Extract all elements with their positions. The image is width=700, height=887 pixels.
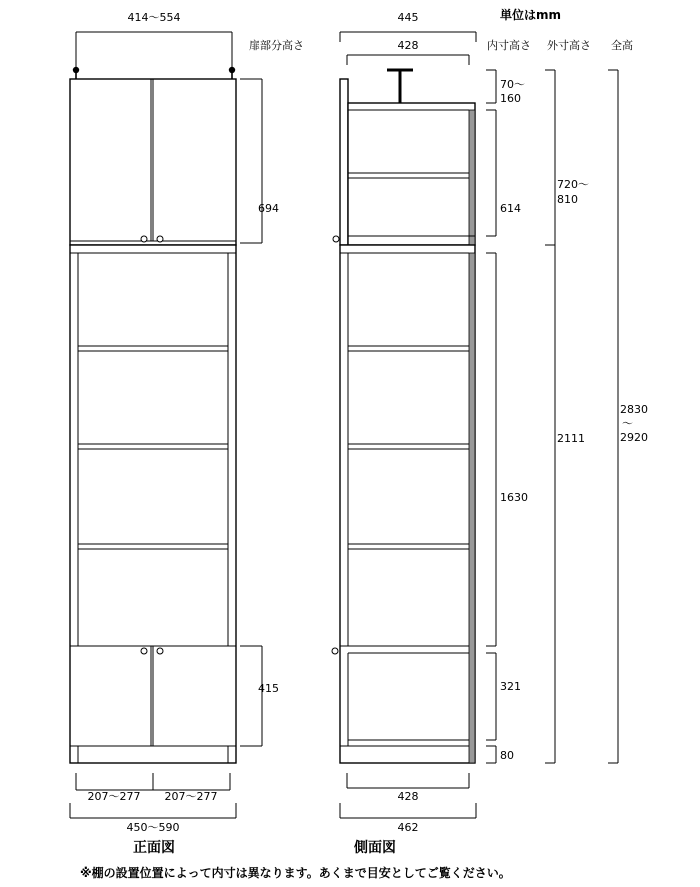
upper-door-height-label: 694 <box>258 202 279 215</box>
front-bottom-width-label: 450～590 <box>126 821 180 834</box>
side-top-width-label: 445 <box>397 11 419 24</box>
adjuster-range-label-a: 70～ <box>500 78 525 91</box>
door-width-right-label: 207～277 <box>164 790 218 803</box>
lower-door-knob-left <box>141 648 147 654</box>
lower-outer-height-label: 2111 <box>557 432 585 445</box>
front-bottom-width-dimensions <box>70 773 236 834</box>
unit-label: 単位はmm <box>500 8 562 22</box>
footnote: ※棚の設置位置によって内寸は異なります。あくまで目安としてご覧ください。 <box>80 866 511 880</box>
front-ceiling-adjusters <box>73 67 235 79</box>
door-width-left-label: 207～277 <box>87 790 141 803</box>
inner-height-header: 内寸高さ <box>487 39 531 52</box>
total-height-label-a: 2830 <box>620 403 648 416</box>
front-top-width-dimension <box>76 11 232 70</box>
side-inner-height-dimensions <box>486 70 528 763</box>
lower-door-height-label: 415 <box>258 682 279 695</box>
side-inner-width-top-label: 428 <box>397 39 419 52</box>
side-view-title: 側面図 <box>354 840 396 856</box>
side-top-width-dimensions <box>340 11 476 65</box>
upper-inner-height-label: 614 <box>500 202 521 215</box>
bottom-compartment-label: 321 <box>500 680 521 693</box>
side-inner-width-bottom-label: 428 <box>397 790 419 803</box>
side-view <box>332 11 648 856</box>
door-height-header: 扉部分高さ <box>249 39 304 52</box>
upper-door-knob-right <box>157 236 163 242</box>
side-bottom-width-dimensions <box>340 773 476 834</box>
base-height-label: 80 <box>500 749 514 762</box>
front-view <box>70 11 279 856</box>
total-height-label-b: ～ <box>622 417 633 430</box>
lower-door-knob-right <box>157 648 163 654</box>
total-height-label-c: 2920 <box>620 431 648 444</box>
upper-outer-height-label-b: 810 <box>557 193 578 206</box>
upper-door-knob-left <box>141 236 147 242</box>
side-total-height-dimension <box>608 70 648 763</box>
side-outer-height-dimensions <box>545 70 589 763</box>
side-outer-width-bottom-label: 462 <box>397 821 419 834</box>
side-ceiling-adjuster <box>387 70 413 103</box>
side-upper-knob <box>333 236 339 242</box>
front-view-title: 正面図 <box>133 840 175 856</box>
front-upper-cabinet <box>70 79 236 245</box>
front-lower-body <box>70 245 236 763</box>
outer-height-header: 外寸高さ <box>547 39 591 52</box>
total-height-header: 全高 <box>611 39 633 52</box>
side-lower-knob <box>332 648 338 654</box>
lower-inner-height-label: 1630 <box>500 491 528 504</box>
front-door-height-dimensions <box>240 79 279 746</box>
adjuster-range-label-b: 160 <box>500 92 521 105</box>
side-upper-cabinet <box>333 79 475 245</box>
column-headers <box>249 7 633 52</box>
front-top-width-label: 414～554 <box>127 11 181 24</box>
side-lower-body <box>332 245 475 763</box>
upper-outer-height-label-a: 720～ <box>557 178 589 191</box>
